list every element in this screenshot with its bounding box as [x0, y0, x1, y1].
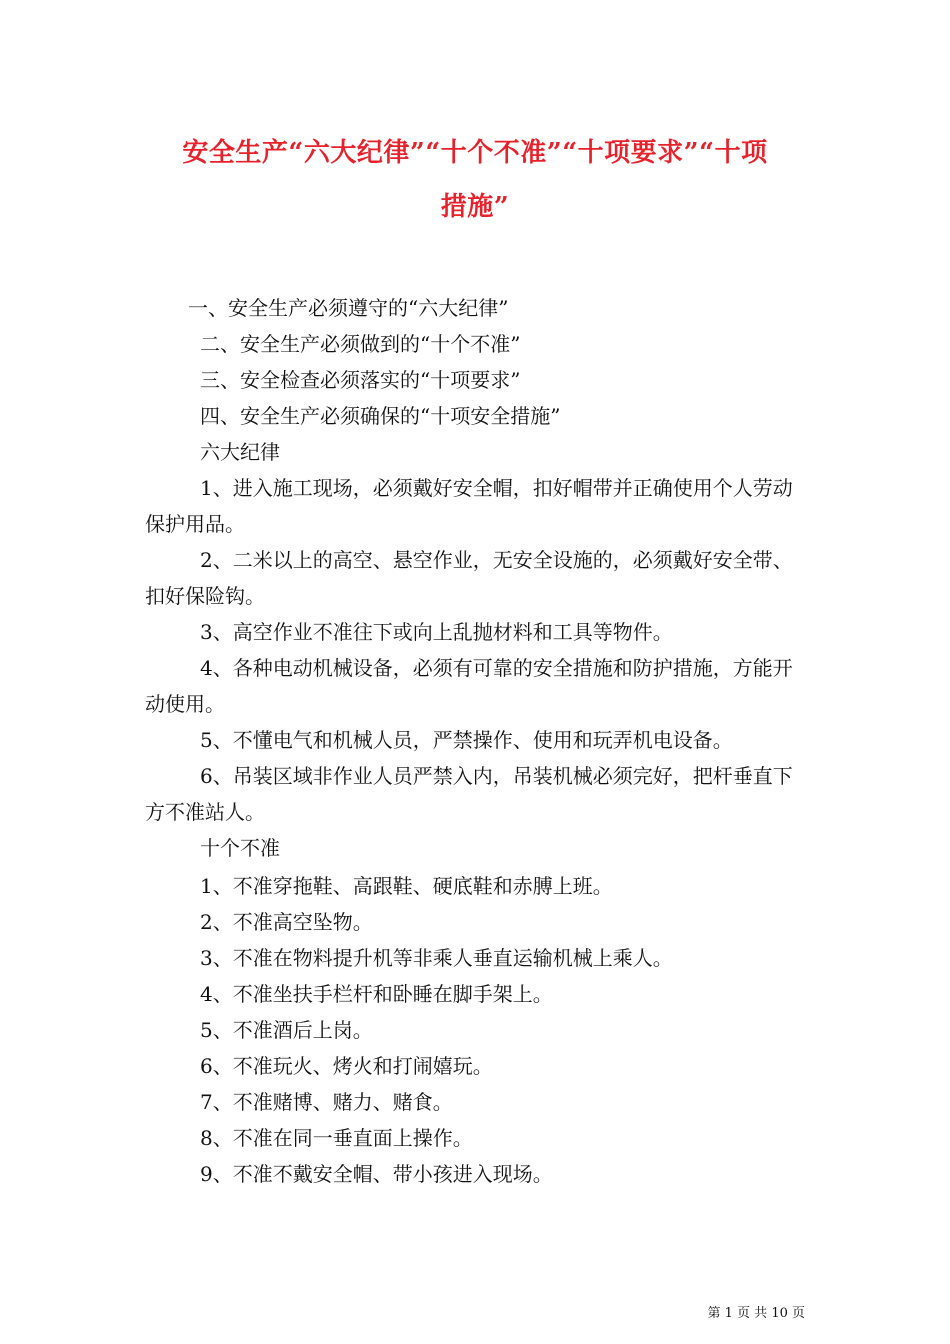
prohibition-item-9: 9、不准不戴安全帽、带小孩进入现场。 — [200, 1162, 553, 1186]
prohibition-item-1: 1、不准穿拖鞋、高跟鞋、硬底鞋和赤膊上班。 — [200, 874, 613, 898]
outline-item-3: 三、安全检查必须落实的“十项要求” — [200, 368, 521, 392]
prohibition-item-6: 6、不准玩火、烤火和打闹嬉玩。 — [200, 1054, 493, 1078]
prohibition-item-2: 2、不准高空坠物。 — [200, 910, 373, 934]
prohibition-item-4: 4、不准坐扶手栏杆和卧睡在脚手架上。 — [200, 982, 553, 1006]
prohibition-item-5: 5、不准酒后上岗。 — [200, 1018, 373, 1042]
prohibition-item-7: 7、不准赌博、赌力、赌食。 — [200, 1090, 453, 1114]
prohibition-item-3: 3、不准在物料提升机等非乘人垂直运输机械上乘人。 — [200, 946, 673, 970]
outline-item-2: 二、安全生产必须做到的“十个不准” — [200, 332, 521, 356]
prohibition-item-8: 8、不准在同一垂直面上操作。 — [200, 1126, 473, 1150]
discipline-item-3: 3、高空作业不准往下或向上乱抛材料和工具等物件。 — [200, 620, 673, 644]
document-title-line-1: 安全生产“六大纪律”“十个不准”“十项要求”“十项 — [182, 138, 768, 168]
outline-item-1: 一、安全生产必须遵守的“六大纪律” — [188, 296, 509, 320]
section-heading-six-disciplines: 六大纪律 — [200, 440, 280, 464]
discipline-item-4: 4、各种电动机械设备，必须有可靠的安全措施和防护措施，方能开动使用。 — [145, 656, 793, 716]
page-number-footer: 第 1 页 共 10 页 — [707, 1306, 805, 1321]
outline-item-4: 四、安全生产必须确保的“十项安全措施” — [200, 404, 561, 428]
discipline-item-5: 5、不懂电气和机械人员，严禁操作、使用和玩弄机电设备。 — [200, 728, 733, 752]
section-heading-ten-prohibitions: 十个不准 — [200, 836, 280, 860]
discipline-item-2: 2、二米以上的高空、悬空作业，无安全设施的，必须戴好安全带、扣好保险钩。 — [145, 548, 793, 608]
discipline-item-6: 6、吊装区域非作业人员严禁入内，吊装机械必须完好，把杆垂直下方不准站人。 — [145, 764, 793, 824]
document-title-line-2: 措施” — [440, 192, 510, 222]
discipline-item-1: 1、进入施工现场，必须戴好安全帽，扣好帽带并正确使用个人劳动保护用品。 — [145, 476, 793, 536]
